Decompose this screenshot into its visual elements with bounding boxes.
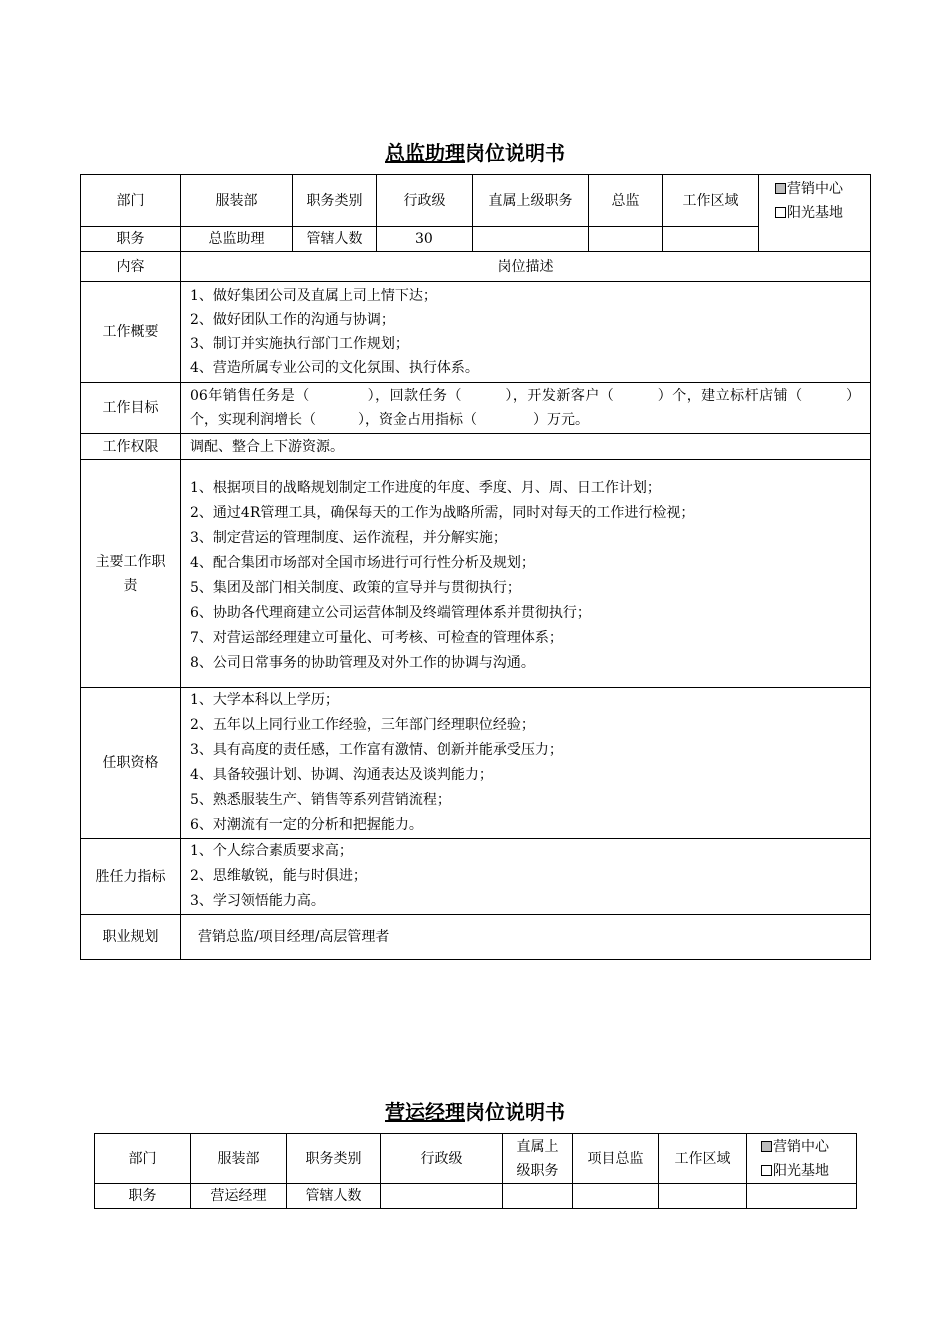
doc2-table <box>94 1133 857 1209</box>
doc2-area-option-1[interactable]: 营销中心 <box>761 1135 850 1159</box>
doc2-title-underlined: 营运经理 <box>385 1100 465 1124</box>
doc1-content-label: 内容 <box>81 252 181 282</box>
doc2-title <box>0 1096 950 1125</box>
checkbox-icon <box>775 207 786 218</box>
doc1-superior-label: 直属上级职务 <box>473 175 589 227</box>
doc2-dept-value: 服装部 <box>191 1134 287 1184</box>
doc1-position-label: 职务 <box>81 227 181 252</box>
doc1-empty-cell <box>663 227 759 252</box>
doc1-goals-label: 工作目标 <box>81 383 181 434</box>
doc1-desc-label: 岗位描述 <box>181 252 871 282</box>
doc1-superior-value: 总监 <box>589 175 663 227</box>
doc2-superior-label: 直属上级职务 <box>503 1134 573 1184</box>
doc1-empty-cell <box>589 227 663 252</box>
checkbox-icon <box>761 1165 772 1176</box>
doc1-competency-text: 1、个人综合素质要求高； 2、思维敏锐，能与时俱进； 3、学习领悟能力高。 <box>181 839 871 915</box>
doc1-dept-value: 服装部 <box>181 175 293 227</box>
doc2-dept-label: 部门 <box>95 1134 191 1184</box>
doc1-goals-text: 06年销售任务是（ ），回款任务（ ），开发新客户（ ）个，建立标杆店铺（ ）个，实现利润增长（ ），资金占用指标（ ）万元。 <box>181 383 871 434</box>
doc2-superior-value: 项目总监 <box>573 1134 659 1184</box>
doc1-authority-text: 调配、整合上下游资源。 <box>181 434 871 460</box>
doc1-title-underlined: 总监助理 <box>385 141 465 165</box>
doc2-position-value: 营运经理 <box>191 1184 287 1209</box>
doc2-empty-cell <box>573 1184 659 1209</box>
checkbox-icon <box>775 183 786 194</box>
doc1-area-option-2[interactable]: 阳光基地 <box>775 201 864 225</box>
doc1-category-label: 职务类别 <box>293 175 377 227</box>
doc1-position-value: 总监助理 <box>181 227 293 252</box>
doc1-duties-label: 主要工作职责 <box>81 460 181 688</box>
doc1-competency-label: 胜任力指标 <box>81 839 181 915</box>
doc2-position-label: 职务 <box>95 1184 191 1209</box>
doc2-area-option-2[interactable]: 阳光基地 <box>761 1159 850 1183</box>
doc1-area-label: 工作区域 <box>663 175 759 227</box>
doc2-empty-cell <box>747 1184 857 1209</box>
doc1-headcount-value: 30 <box>377 227 473 252</box>
doc2-area-label: 工作区域 <box>659 1134 747 1184</box>
doc1-qualifications-label: 任职资格 <box>81 688 181 839</box>
doc1-overview-text: 1、做好集团公司及直属上司上情下达； 2、做好团队工作的沟通与协调； 3、制订并实施执行部门工作规划； 4、营造所属专业公司的文化氛围、执行体系。 <box>181 282 871 383</box>
doc1-career-label: 职业规划 <box>81 915 181 960</box>
doc1-overview-label: 工作概要 <box>81 282 181 383</box>
doc2-empty-cell <box>381 1184 503 1209</box>
doc1-title <box>0 137 950 166</box>
doc1-empty-cell <box>473 227 589 252</box>
doc2-empty-cell <box>659 1184 747 1209</box>
doc1-authority-label: 工作权限 <box>81 434 181 460</box>
doc2-category-label: 职务类别 <box>287 1134 381 1184</box>
doc1-headcount-label: 管辖人数 <box>293 227 377 252</box>
doc1-table <box>80 174 871 960</box>
doc1-area-option-1[interactable]: 营销中心 <box>775 177 864 201</box>
checkbox-icon <box>761 1141 772 1152</box>
doc1-dept-label: 部门 <box>81 175 181 227</box>
doc1-title-rest: 岗位说明书 <box>465 141 565 165</box>
doc1-area-options <box>759 175 871 252</box>
doc2-empty-cell <box>503 1184 573 1209</box>
doc1-qualifications-text: 1、大学本科以上学历； 2、五年以上同行业工作经验，三年部门经理职位经验； 3、具有高度的责任感，工作富有激情、创新并能承受压力； 4、具备较强计划、协调、沟通表达及谈判能力； 5、熟悉服装生产、销售等系列营销流程； 6、对潮流有一定的分析和把握能力。 <box>181 688 871 839</box>
doc1-career-text: 营销总监/项目经理/高层管理者 <box>181 915 871 960</box>
doc1-duties-text: 1、根据项目的战略规划制定工作进度的年度、季度、月、周、日工作计划； 2、通过4R管理工具，确保每天的工作为战略所需，同时对每天的工作进行检视； 3、制定营运的管理制度、运作流程，并分解实施； 4、配合集团市场部对全国市场进行可行性分析及规划； 5、集团及部门相关制度、政策的宣导并与贯彻执行； 6、协助各代理商建立公司运营体制及终端管理体系并贯彻执行； 7、对营运部经理建立可量化、可考核、可检查的管理体系； 8、公司日常事务的协助管理及对外工作的协调与沟通。 <box>181 460 871 688</box>
doc1-category-value: 行政级 <box>377 175 473 227</box>
doc2-title-rest: 岗位说明书 <box>465 1100 565 1124</box>
doc2-category-value: 行政级 <box>381 1134 503 1184</box>
doc2-headcount-label: 管辖人数 <box>287 1184 381 1209</box>
doc2-area-options <box>747 1134 857 1184</box>
